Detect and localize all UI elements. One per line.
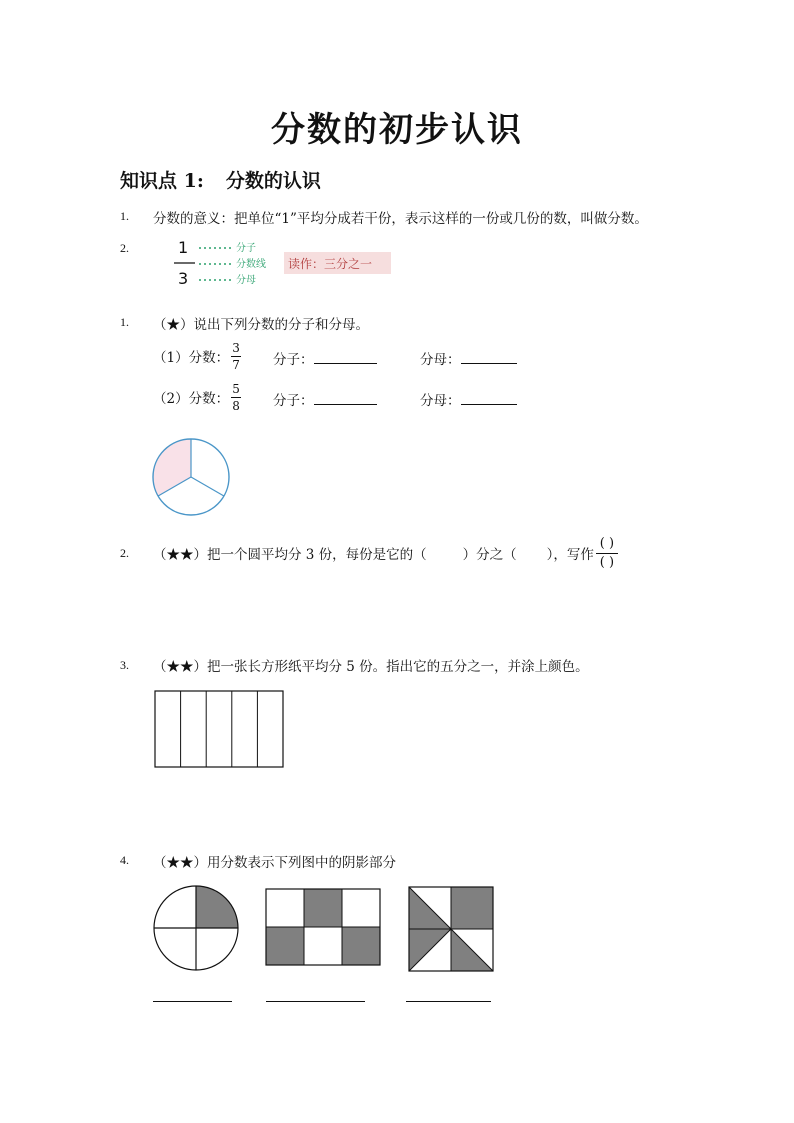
page-title: 分数的初步认识 [271,110,523,150]
diagram-line-label: 分数线 [236,259,266,270]
q1-item-2-fraction [231,382,241,413]
circle-divider-3 [191,477,224,496]
q1-item-1-numerator-field [273,348,377,368]
q1-item-2-denominator-field [420,389,517,409]
q1-item-2-numerator-field [273,389,377,409]
grid-sixths-figure [265,888,382,967]
q1-item-2-prefix: （2）分数： [153,391,230,407]
q1-item-1-denominator-blank[interactable] [461,363,517,364]
grid-shaded-cell-top-middle [304,889,342,927]
q1-item-2-numerator-label: 分子： [273,393,314,409]
q2-number: 2. [120,546,129,560]
answer-line-1[interactable] [153,1001,232,1002]
q1-item-1-prefix: （1）分数： [153,350,230,366]
q1-item-1-denominator: 7 [232,357,240,372]
section-name: 分数的认识 [225,170,321,192]
diagram-reading: 读作：三分之一 [288,257,373,271]
q3-text: （★★）把一张长方形纸平均分 5 份。指出它的五分之一，并涂上颜色。 [153,659,589,675]
diagram-denominator-label: 分母 [236,275,256,286]
q1-item-2-denominator-label: 分母： [420,393,461,409]
rectangle-fifths-figure[interactable] [154,690,285,769]
q2-answer-fraction[interactable] [596,536,618,571]
q1-item-1 [153,338,241,374]
grid-shaded-cell-bottom-left [266,927,304,965]
q2-paren-top: ( ) [599,535,615,551]
grid-shaded-cell-bottom-right [342,927,380,965]
circle-quarters-figure [152,884,240,972]
q1-item-2 [153,379,241,415]
diagram-numerator-label: 分子 [236,243,256,254]
q2-text-a: （★★）把一个圆平均分 3 份，每份是它的（ [153,547,427,563]
q1-item-2-denominator-blank[interactable] [461,404,517,405]
q2-text [153,533,618,573]
q2-paren-bottom: ( ) [599,554,615,570]
knowledge-1-text: 分数的意义：把单位“1”平均分成若干份，表示这样的一份或几份的数，叫做分数。 [153,211,648,227]
circle-thirds-figure [143,433,239,521]
q4-number: 4. [120,853,129,867]
q1-item-1-fraction [231,341,241,372]
q1-text: （★）说出下列分数的分子和分母。 [153,317,369,333]
q2-text-c: ），写作 [546,547,594,563]
answer-line-2[interactable] [266,1001,365,1002]
q1-item-1-numerator-blank[interactable] [314,363,377,364]
q2-text-b: ）分之（ [462,547,517,563]
diagram-denominator: 3 [178,269,189,288]
knowledge-1-number: 1. [120,209,129,223]
q1-item-2-numerator-blank[interactable] [314,404,377,405]
square-triangles-figure [407,885,495,973]
section-heading [120,166,321,193]
q1-item-1-denominator-label: 分母： [420,352,461,368]
q1-item-2-denominator: 8 [232,398,240,413]
rectangle-outline [155,691,283,767]
q4-text: （★★）用分数表示下列图中的阴影部分 [153,855,396,871]
q1-item-2-numerator: 5 [232,381,240,396]
square-shaded-quarter [451,887,493,929]
knowledge-2-number: 2. [120,241,129,255]
diagram-numerator: 1 [178,238,189,257]
q1-item-1-denominator-field [420,348,517,368]
q1-number: 1. [120,315,129,329]
q1-item-1-numerator-label: 分子： [273,352,314,368]
section-label: 知识点 1: [120,170,204,192]
q1-item-1-numerator: 3 [232,340,240,355]
q3-number: 3. [120,658,129,672]
answer-line-3[interactable] [406,1001,491,1002]
fraction-anatomy-diagram [168,236,400,294]
